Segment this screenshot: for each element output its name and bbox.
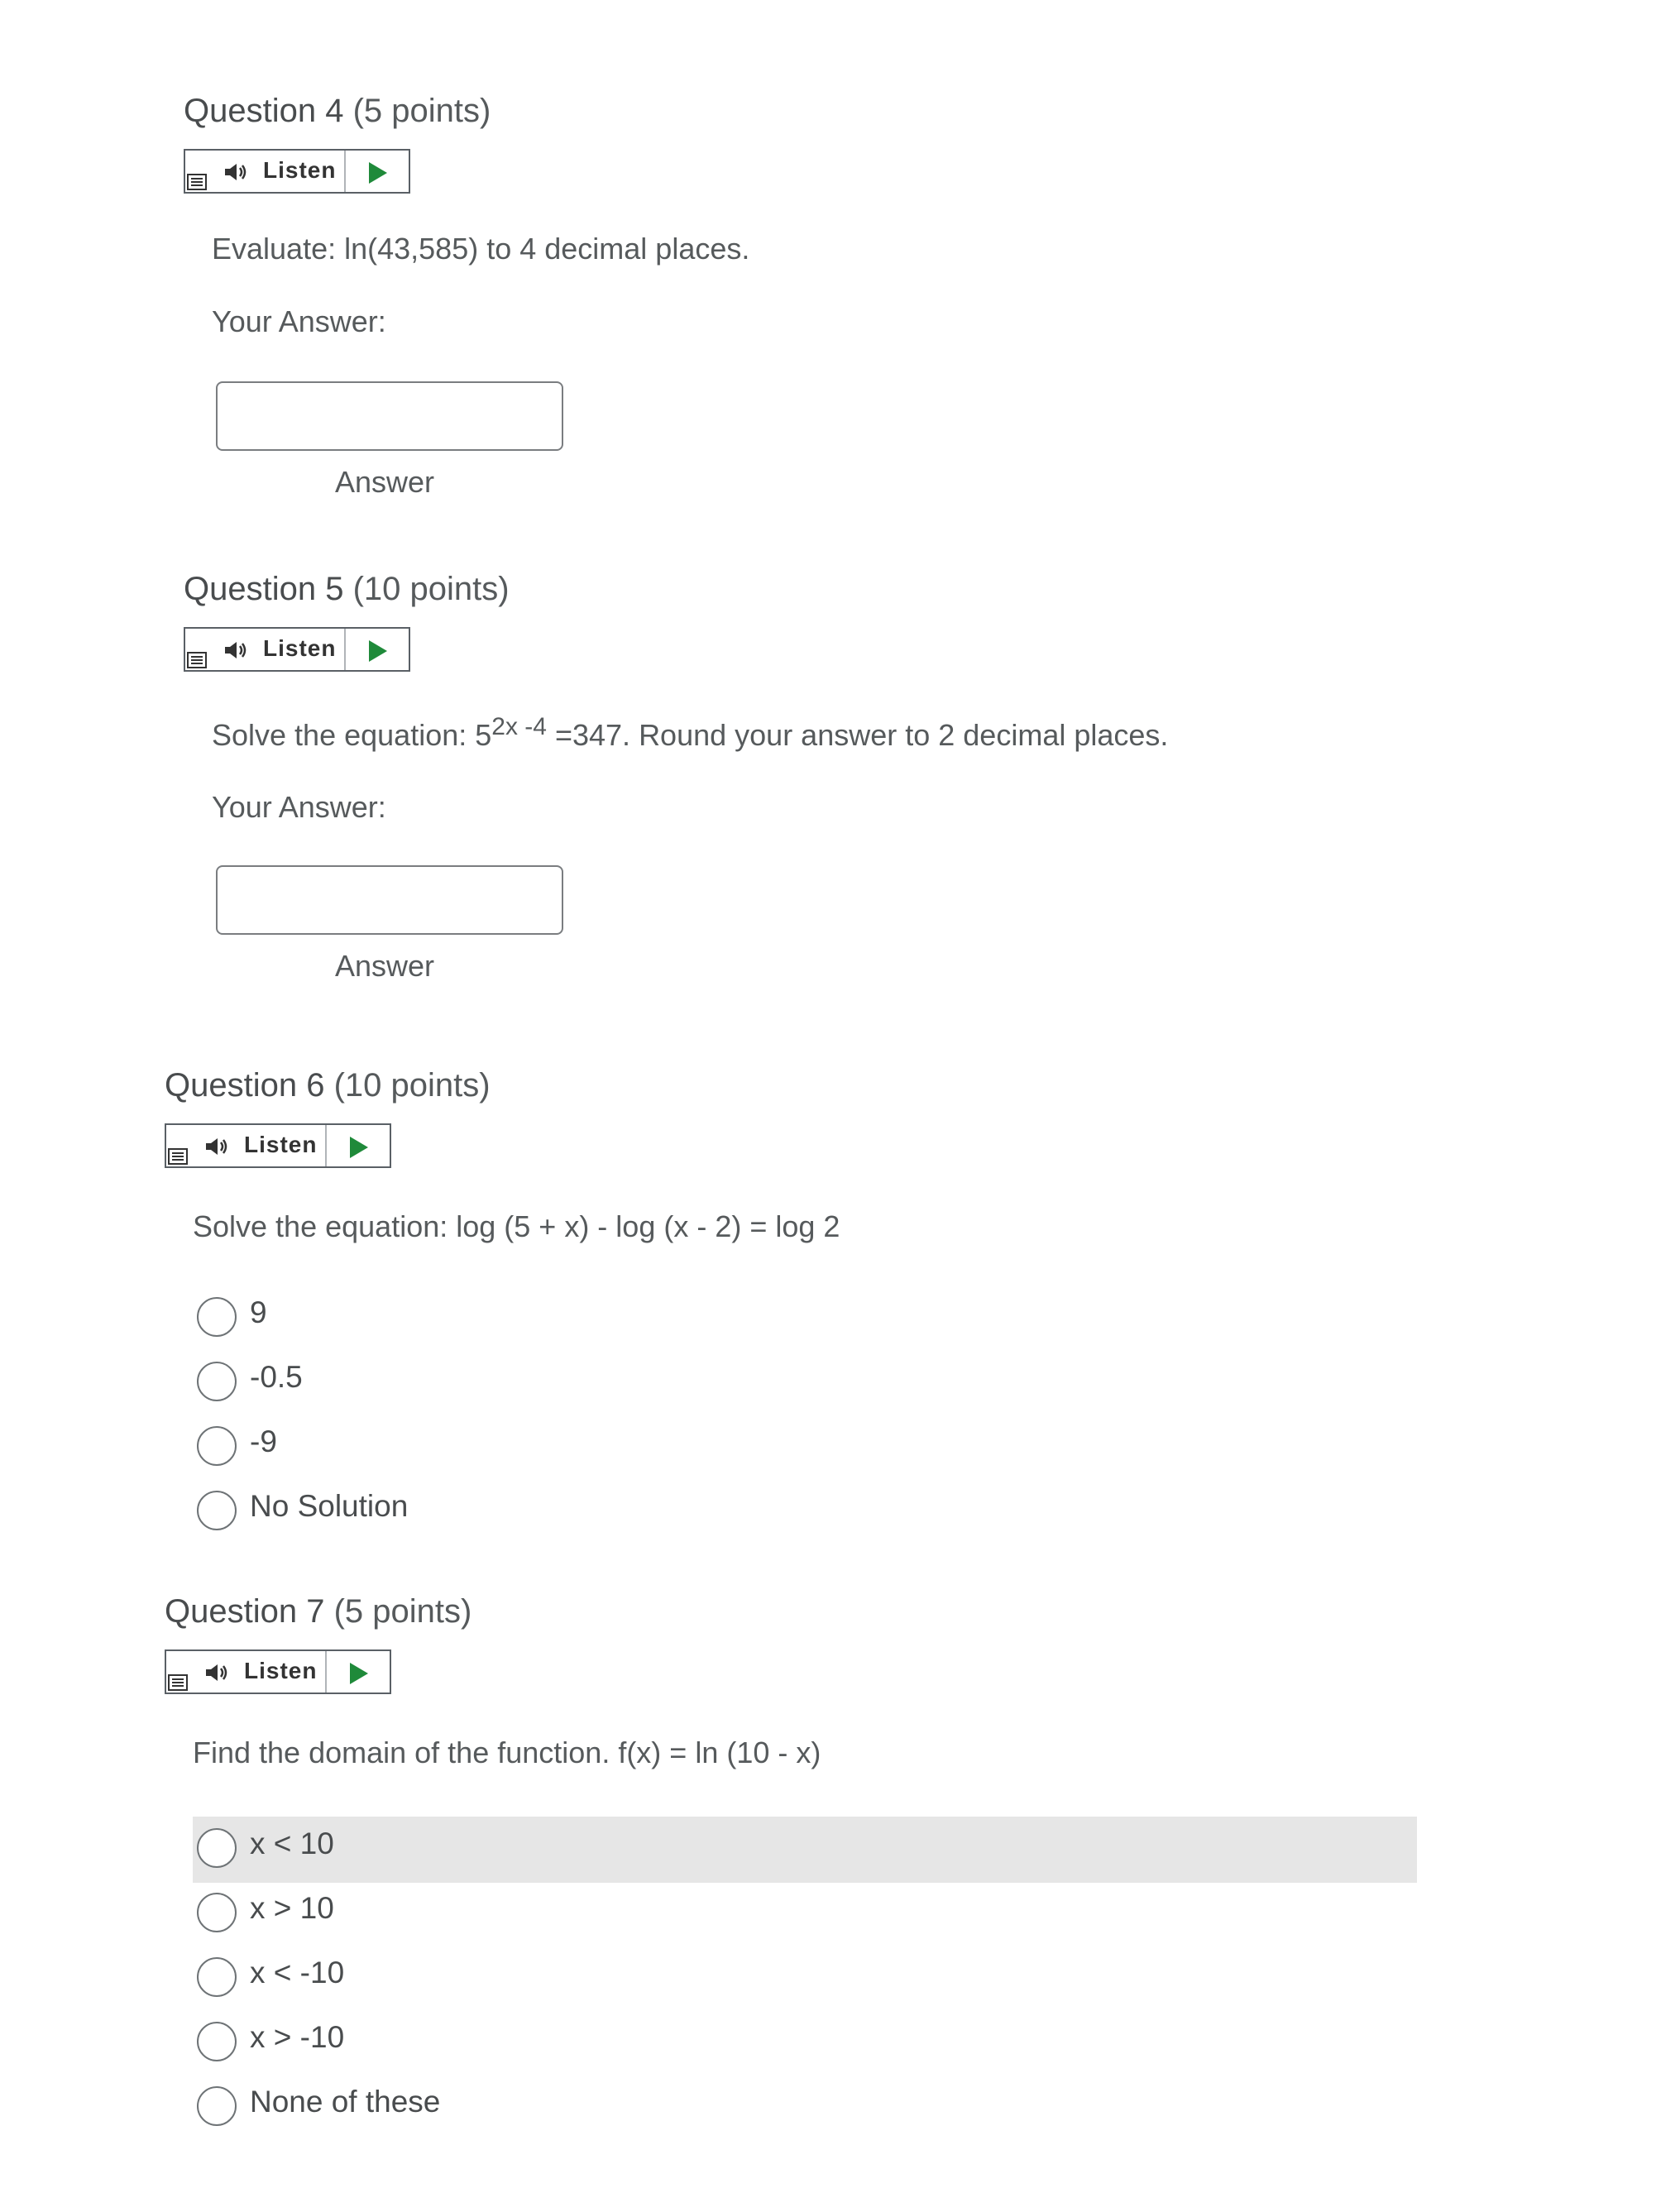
question-6-points: (10 points): [333, 1067, 491, 1104]
radio-button[interactable]: [197, 1362, 237, 1401]
option-label: x < 10: [250, 1827, 334, 1860]
question-4-number: Question 4: [184, 93, 344, 129]
listen-label: Listen: [263, 157, 337, 183]
question-7-points: (5 points): [333, 1593, 472, 1630]
option-label: x > 10: [250, 1891, 334, 1925]
option-label: No Solution: [250, 1489, 409, 1523]
question-7-option[interactable]: [197, 1881, 693, 1947]
speaker-icon: [204, 1663, 229, 1683]
listen-label: Listen: [244, 1658, 318, 1683]
speaker-icon: [223, 162, 248, 182]
question-4-listen-button[interactable]: [184, 149, 410, 194]
question-5-answer-input[interactable]: [216, 865, 563, 935]
play-icon[interactable]: [369, 162, 387, 184]
radio-button[interactable]: [197, 1297, 237, 1337]
listen-label: Listen: [244, 1132, 318, 1157]
question-7-option[interactable]: [197, 1946, 693, 2012]
question-6-option[interactable]: [197, 1286, 693, 1352]
speaker-icon: [204, 1137, 229, 1156]
play-icon[interactable]: [350, 1137, 368, 1158]
question-7-title: [165, 1593, 471, 1630]
radio-button[interactable]: [197, 1426, 237, 1466]
question-4-answer-input[interactable]: [216, 381, 563, 451]
play-icon[interactable]: [369, 640, 387, 662]
question-5-your-answer-label: Your Answer:: [212, 790, 386, 824]
question-7-listen-button[interactable]: [165, 1649, 391, 1694]
question-5-prompt-text: Solve the equation: 5: [212, 718, 492, 752]
menu-icon[interactable]: [168, 1674, 188, 1691]
option-label: -0.5: [250, 1360, 303, 1394]
option-label: -9: [250, 1424, 277, 1458]
play-icon[interactable]: [350, 1663, 368, 1684]
option-label: None of these: [250, 2085, 441, 2119]
option-label: x > -10: [250, 2020, 345, 2054]
listen-divider: [344, 151, 346, 192]
question-7-prompt: Find the domain of the function. f(x) = ln (10 - x): [193, 1736, 821, 1769]
question-5-answer-caption: Answer: [335, 949, 435, 983]
question-7-option[interactable]: [197, 2010, 693, 2076]
question-4-answer-caption: Answer: [335, 465, 435, 499]
radio-button[interactable]: [197, 1957, 237, 1997]
question-5-title: [184, 571, 510, 608]
option-label: x < -10: [250, 1956, 345, 1989]
radio-button[interactable]: [197, 2022, 237, 2061]
question-4-title: [184, 93, 491, 130]
question-5-prompt-rest: =347. Round your answer to 2 decimal places.: [546, 718, 1169, 752]
question-4-points: (5 points): [352, 93, 491, 129]
question-5-number: Question 5: [184, 571, 344, 607]
listen-divider: [325, 1125, 327, 1166]
speaker-icon: [223, 640, 248, 660]
question-6-option[interactable]: [197, 1350, 693, 1416]
radio-button[interactable]: [197, 1491, 237, 1530]
question-7-option[interactable]: [197, 1817, 1413, 1883]
menu-icon[interactable]: [187, 174, 207, 190]
listen-divider: [325, 1651, 327, 1693]
radio-button[interactable]: [197, 2086, 237, 2126]
option-label: 9: [250, 1295, 267, 1329]
question-7-number: Question 7: [165, 1593, 325, 1630]
question-7-option[interactable]: [197, 2075, 693, 2141]
question-6-option[interactable]: [197, 1415, 693, 1481]
radio-button[interactable]: [197, 1893, 237, 1932]
question-6-number: Question 6: [165, 1067, 325, 1104]
question-6-option[interactable]: [197, 1479, 693, 1545]
menu-icon[interactable]: [168, 1148, 188, 1165]
listen-divider: [344, 629, 346, 670]
question-5-listen-button[interactable]: [184, 627, 410, 672]
listen-label: Listen: [263, 635, 337, 661]
question-5-prompt-exponent: 2x -4: [491, 713, 547, 740]
question-6-prompt: Solve the equation: log (5 + x) - log (x - 2) = log 2: [193, 1209, 840, 1243]
question-4-your-answer-label: Your Answer:: [212, 304, 386, 338]
menu-icon[interactable]: [187, 652, 207, 668]
radio-button[interactable]: [197, 1828, 237, 1868]
question-4-prompt: Evaluate: ln(43,585) to 4 decimal places.: [212, 232, 750, 266]
question-5-prompt: [212, 713, 1168, 753]
question-6-title: [165, 1067, 491, 1104]
question-5-points: (10 points): [352, 571, 510, 607]
question-6-listen-button[interactable]: [165, 1123, 391, 1168]
